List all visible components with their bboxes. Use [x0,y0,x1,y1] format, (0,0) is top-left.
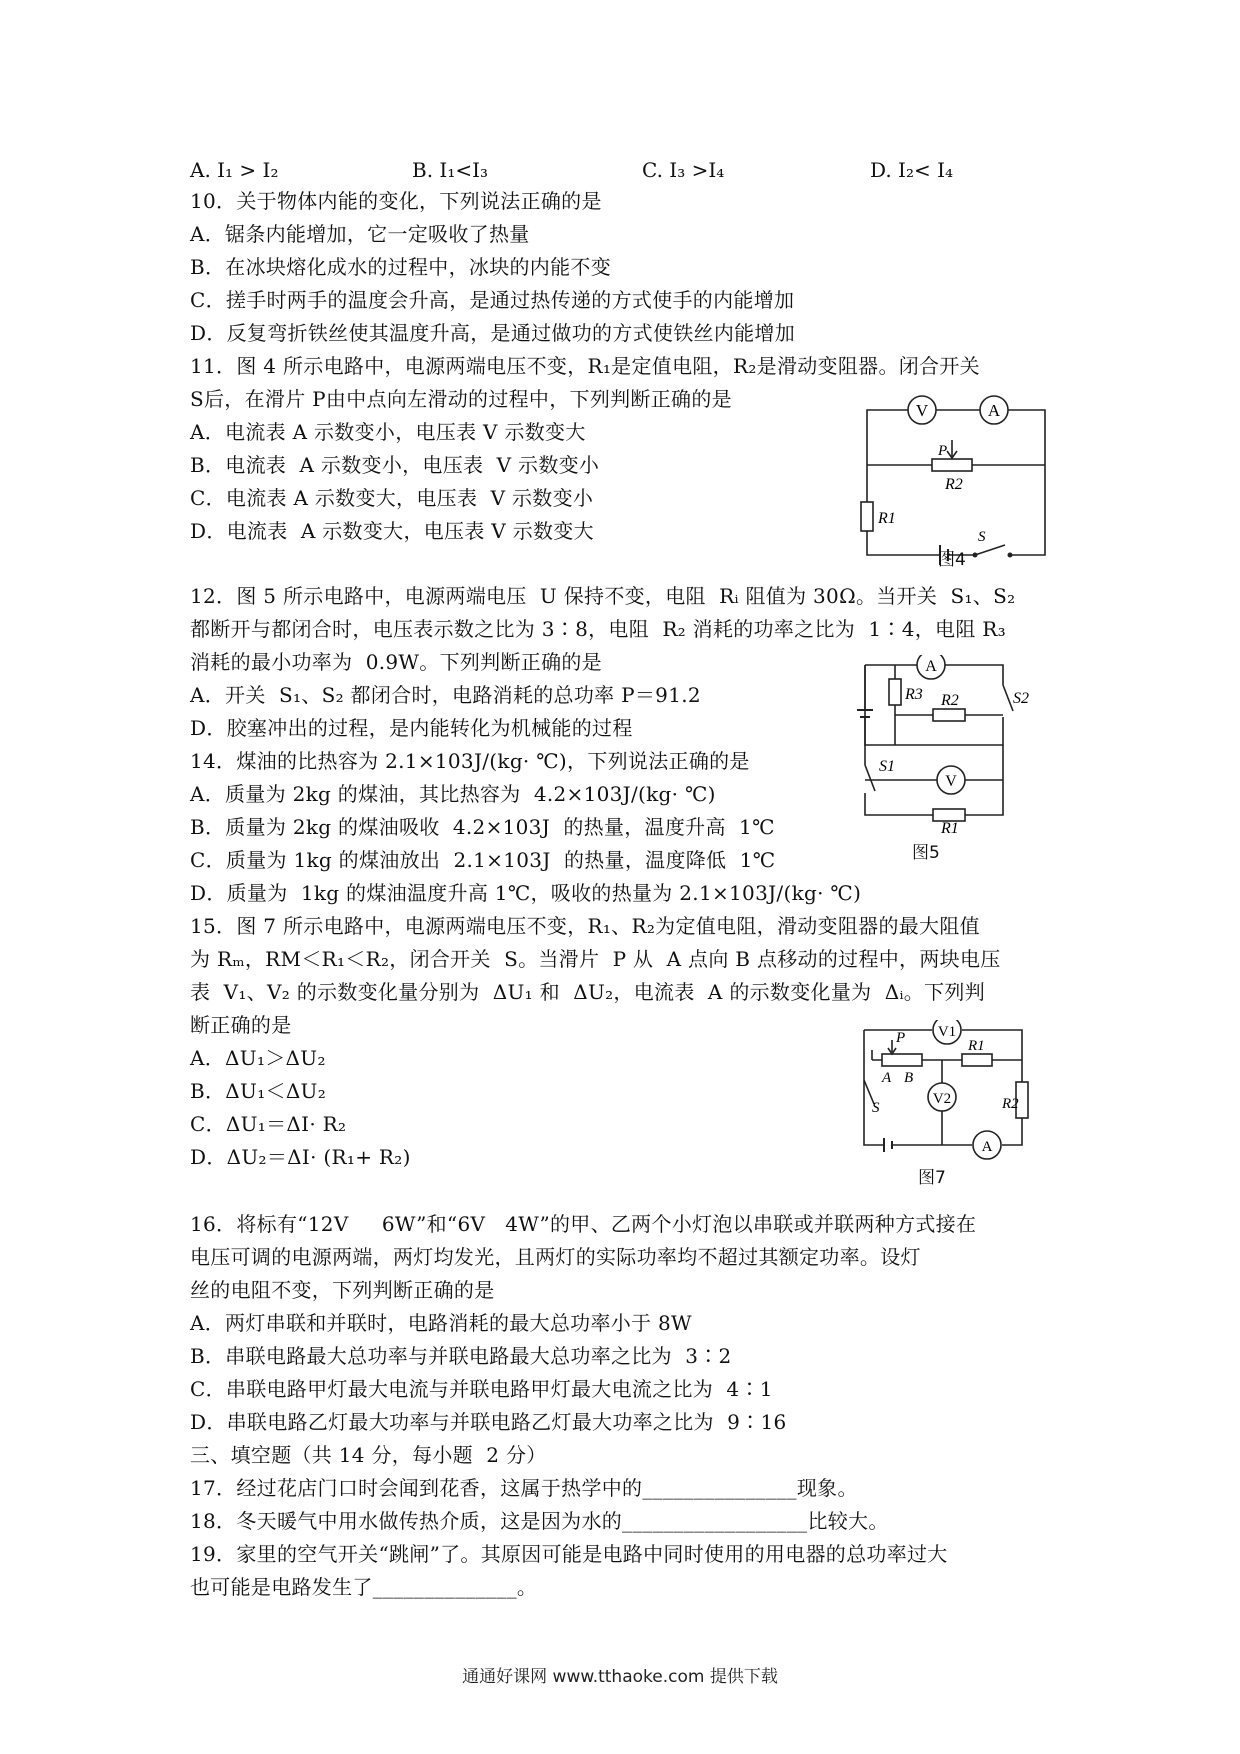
q16-option-c: C．串联电路甲灯最大电流与并联电路甲灯最大电流之比为 4∶1 [190,1377,773,1401]
fig5-r1-label: R1 [941,820,959,835]
fig5-s2-label: S2 [1013,690,1029,707]
q11-option-c: C．电流表 A 示数变大，电压表 V 示数变小 [190,486,594,510]
q15-stem-1: 15．图 7 所示电路中，电源两端电压不变，R₁、R₂为定值电阻，滑动变阻器的最大阻值 [190,914,980,938]
fig7-point-b-label: B [904,1070,914,1086]
fig4-r2-label: R2 [945,476,963,493]
fig5-caption: 图5 [912,843,940,863]
figure-5-circuit [855,655,1035,835]
figure-4-circuit [850,385,1050,565]
fig4-r1-label: R1 [878,510,896,527]
fig4-caption: 图4 [938,550,966,570]
q14-option-d: D．质量为 1kg 的煤油温度升高 1℃，吸收的热量为 2.1×103J/(kg· ℃) [190,881,862,905]
q11-option-b: B．电流表 A 示数变小，电压表 V 示数变小 [190,453,600,477]
q10-option-c: C．搓手时两手的温度会升高，是通过热传递的方式使手的内能增加 [190,288,795,312]
fig7-r1-label: R1 [968,1038,985,1054]
q12-stem-1: 12．图 5 所示电路中，电源两端电压 U 保持不变，电阻 Rᵢ 阻值为 30Ω。当开关 S₁、S₂ [190,584,1016,608]
fig5-voltmeter-label: V [945,773,957,790]
q15-stem-2: 为 Rₘ，RM＜R₁＜R₂，闭合开关 S。当滑片 P 从 A 点向 B 点移动的过程中，两块电压 [190,947,1001,971]
fig7-switch-label: S [872,1100,880,1116]
fig7-caption: 图7 [918,1168,946,1188]
q10-option-b: B．在冰块熔化成水的过程中，冰块的内能不变 [190,255,611,279]
q16-option-b: B．串联电路最大总功率与并联电路最大总功率之比为 3∶2 [190,1344,732,1368]
fig7-point-a-label: A [882,1070,892,1086]
fig5-r3-label: R3 [905,686,923,703]
fig7-v2-label: V2 [932,1091,952,1107]
q17: 17．经过花店门口时会闻到花香，这属于热学中的_______________现象。 [190,1476,858,1500]
q11-option-d: D．电流表 A 示数变大，电压表 V 示数变大 [190,519,594,543]
page-footer: 通通好课网 www.tthaoke.com 提供下载 [462,1667,778,1687]
q19-line-1: 19．家里的空气开关“跳闸”了。其原因可能是电路中同时使用的用电器的总功率过大 [190,1542,948,1566]
q19-line-2: 也可能是电路发生了______________。 [190,1575,538,1599]
fig7-v1-label: V1 [937,1024,957,1040]
q9-option-c: C. I₃ >I₄ [642,158,725,182]
q15-stem-3: 表 V₁、V₂ 的示数变化量分别为 ΔU₁ 和 ΔU₂，电流表 A 的示数变化量为 Δᵢ。下列判 [190,980,986,1004]
q10-option-a: A．锯条内能增加，它一定吸收了热量 [190,222,530,246]
q16-stem-1: 16．将标有“12V 6W”和“6V 4W”的甲、乙两个小灯泡以串联或并联两种方式接在 [190,1212,977,1236]
q18: 18．冬天暖气中用水做传热介质，这是因为水的__________________比较大。 [190,1509,889,1533]
figure-7-circuit [852,1020,1032,1160]
fig4-slider-label: P [938,443,948,459]
q12-option-a: A．开关 S₁、S₂ 都闭合时，电路消耗的总功率 P＝91.2 [190,683,701,707]
section-three-heading: 三、填空题（共 14 分，每小题 2 分） [190,1443,547,1467]
fig4-voltmeter-label: V [915,401,929,420]
q14-option-a: A．质量为 2kg 的煤油，其比热容为 4.2×103J/(kg· ℃) [190,782,716,806]
q9-option-a: A. I₁ > I₂ [190,158,279,182]
q16-stem-3: 丝的电阻不变，下列判断正确的是 [190,1278,495,1302]
q12-stem-3: 消耗的最小功率为 0.9W。下列判断正确的是 [190,650,602,674]
q9-option-d: D. I₂< I₄ [870,158,953,182]
q15-option-c: C．ΔU₁＝ΔI· R₂ [190,1112,347,1136]
fig4-switch-label: S [978,529,986,545]
q16-stem-2: 电压可调的电源两端，两灯均发光，且两灯的实际功率均不超过其额定功率。设灯 [190,1245,921,1269]
fig7-ammeter-label: A [981,1139,993,1155]
fig4-ammeter-label: A [987,401,1001,420]
q11-option-a: A．电流表 A 示数变小，电压表 V 示数变大 [190,420,586,444]
q14-option-c: C．质量为 1kg 的煤油放出 2.1×103J 的热量，温度降低 1℃ [190,848,776,872]
q15-option-b: B．ΔU₁＜ΔU₂ [190,1079,327,1103]
fig5-ammeter-label: A [925,658,937,675]
q11-stem-2: S后，在滑片 P由中点向左滑动的过程中，下列判断正确的是 [190,387,732,411]
q14-option-b: B．质量为 2kg 的煤油吸收 4.2×103J 的热量，温度升高 1℃ [190,815,775,839]
fig5-s1-label: S1 [879,758,895,775]
q15-option-d: D．ΔU₂＝ΔI· (R₁+ R₂) [190,1145,411,1169]
q12-stem-2: 都断开与都闭合时，电压表示数之比为 3∶8，电阻 R₂ 消耗的功率之比为 1∶4，电阻 R₃ [190,617,1006,641]
q10-option-d: D．反复弯折铁丝使其温度升高，是通过做功的方式使铁丝内能增加 [190,321,796,345]
q13-option-d: D．胶塞冲出的过程，是内能转化为机械能的过程 [190,716,633,740]
q15-option-a: A．ΔU₁＞ΔU₂ [190,1046,326,1070]
q11-stem-1: 11．图 4 所示电路中，电源两端电压不变，R₁是定值电阻，R₂是滑动变阻器。闭合开关 [190,354,980,378]
q9-option-b: B. I₁<I₃ [412,158,489,182]
q10-stem: 10．关于物体内能的变化，下列说法正确的是 [190,189,602,213]
fig7-r2-label: R2 [1002,1096,1019,1112]
fig5-r2-label: R2 [941,692,959,709]
fig7-slider-label: P [896,1030,906,1046]
q16-option-d: D．串联电路乙灯最大功率与并联电路乙灯最大功率之比为 9∶16 [190,1410,787,1434]
q16-option-a: A．两灯串联和并联时，电路消耗的最大总功率小于 8W [190,1311,692,1335]
q15-stem-4: 断正确的是 [190,1013,292,1037]
q14-stem: 14．煤油的比热容为 2.1×103J/(kg· ℃)，下列说法正确的是 [190,749,750,773]
